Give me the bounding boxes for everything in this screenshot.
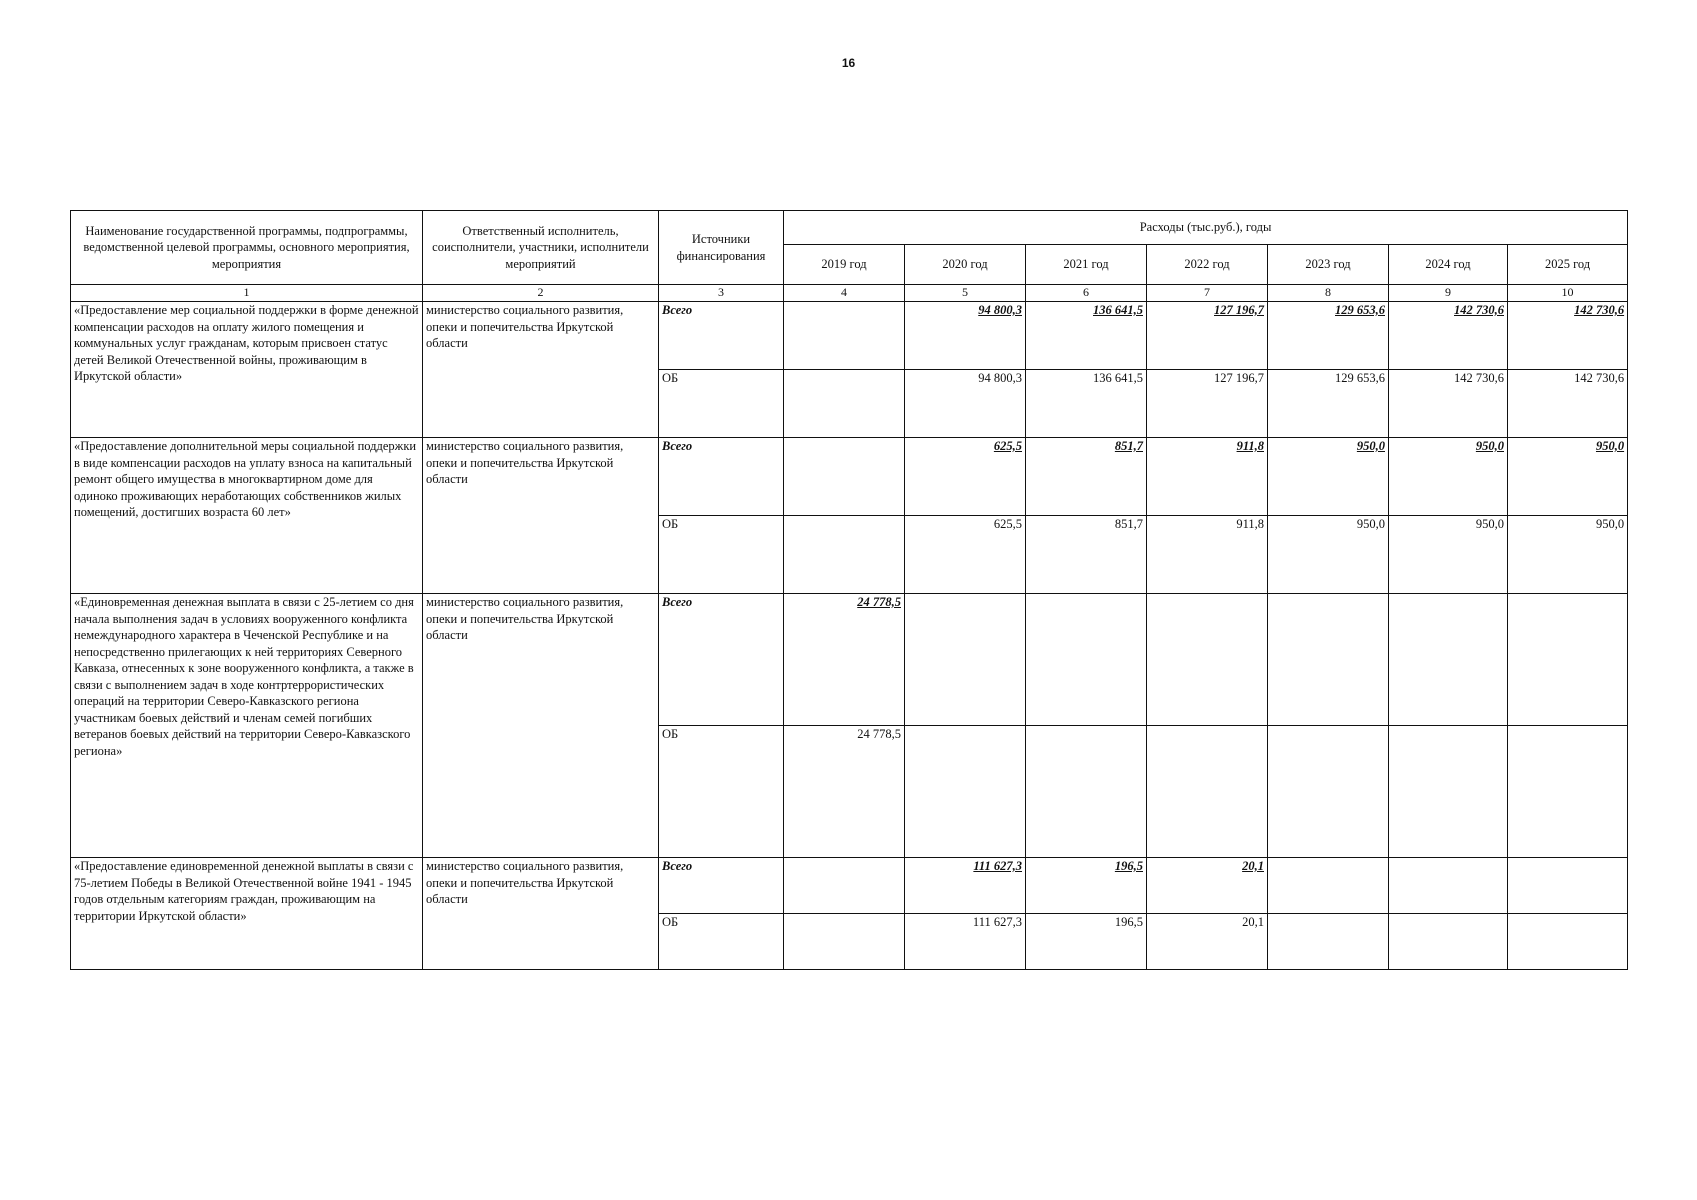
responsible-executor: министерство социального развития, опеки и попечительства Иркутской области	[423, 858, 659, 970]
ob-value	[1147, 726, 1268, 858]
ob-value	[784, 370, 905, 438]
table-row	[71, 438, 1628, 516]
ob-value	[905, 726, 1026, 858]
ob-value: 625,5	[905, 516, 1026, 594]
source-ob-label: ОБ	[659, 516, 784, 594]
ob-value	[1268, 914, 1389, 970]
header-year: 2020 год	[905, 245, 1026, 285]
total-value: 142 730,6	[1389, 302, 1508, 370]
total-value	[784, 438, 905, 516]
budget-table	[70, 210, 1628, 970]
total-value: 950,0	[1508, 438, 1628, 516]
column-index: 9	[1389, 285, 1508, 302]
responsible-executor: министерство социального развития, опеки и попечительства Иркутской области	[423, 594, 659, 858]
page-number: 16	[841, 56, 856, 70]
column-index: 7	[1147, 285, 1268, 302]
total-value	[784, 302, 905, 370]
total-value: 24 778,5	[784, 594, 905, 726]
total-value	[1268, 858, 1389, 914]
measure-name: «Предоставление единовременной денежной выплаты в связи с 75-летием Победы в Великой Отечественной войне 1941 - 1945 годов отдельным категориям граждан, проживающим на территории Иркутской области»	[71, 858, 423, 970]
source-total-label: Всего	[659, 594, 784, 726]
total-value	[1508, 594, 1628, 726]
responsible-executor: министерство социального развития, опеки и попечительства Иркутской области	[423, 438, 659, 594]
measure-name: «Предоставление мер социальной поддержки в форме денежной компенсации расходов на оплату жилого помещения и коммунальных услуг гражданам, которым присвоен статус детей Великой Отечественной войны, проживающим в Иркутской области»	[71, 302, 423, 438]
header-year: 2024 год	[1389, 245, 1508, 285]
total-value	[1389, 858, 1508, 914]
total-value	[905, 594, 1026, 726]
ob-value	[1268, 726, 1389, 858]
total-value: 851,7	[1026, 438, 1147, 516]
total-value: 20,1	[1147, 858, 1268, 914]
column-index: 1	[71, 285, 423, 302]
ob-value: 950,0	[1508, 516, 1628, 594]
responsible-executor: министерство социального развития, опеки и попечительства Иркутской области	[423, 302, 659, 438]
column-index: 4	[784, 285, 905, 302]
total-value: 111 627,3	[905, 858, 1026, 914]
total-value: 950,0	[1268, 438, 1389, 516]
header-sources: Источники финансирования	[659, 211, 784, 285]
ob-value: 94 800,3	[905, 370, 1026, 438]
total-value: 129 653,6	[1268, 302, 1389, 370]
header-year: 2022 год	[1147, 245, 1268, 285]
total-value: 911,8	[1147, 438, 1268, 516]
source-ob-label: ОБ	[659, 914, 784, 970]
header-year: 2023 год	[1268, 245, 1389, 285]
total-value	[1147, 594, 1268, 726]
header-year: 2021 год	[1026, 245, 1147, 285]
ob-value: 136 641,5	[1026, 370, 1147, 438]
ob-value: 127 196,7	[1147, 370, 1268, 438]
column-index: 5	[905, 285, 1026, 302]
ob-value: 111 627,3	[905, 914, 1026, 970]
ob-value: 129 653,6	[1268, 370, 1389, 438]
total-value	[784, 858, 905, 914]
total-value: 94 800,3	[905, 302, 1026, 370]
ob-value: 24 778,5	[784, 726, 905, 858]
column-index: 2	[423, 285, 659, 302]
ob-value	[1508, 726, 1628, 858]
measure-name: «Предоставление дополнительной меры социальной поддержки в виде компенсации расходов на уплату взноса на капитальный ремонт общего имущества в многоквартирном доме для одиноко проживающих неработающих собственников жилых помещений, достигших возраста 60 лет»	[71, 438, 423, 594]
total-value	[1389, 594, 1508, 726]
total-value: 127 196,7	[1147, 302, 1268, 370]
ob-value	[1508, 914, 1628, 970]
table-row	[71, 594, 1628, 726]
header-year: 2025 год	[1508, 245, 1628, 285]
table-row	[71, 302, 1628, 370]
ob-value: 196,5	[1026, 914, 1147, 970]
total-value	[1026, 594, 1147, 726]
ob-value: 20,1	[1147, 914, 1268, 970]
ob-value: 950,0	[1268, 516, 1389, 594]
column-index: 10	[1508, 285, 1628, 302]
table-row	[71, 858, 1628, 914]
measure-name: «Единовременная денежная выплата в связи с 25-летием со дня начала выполнения задач в условиях вооруженного конфликта немеждународного характера в Чеченской Республике и на непосредственно прилегающих к ней территориях Северного Кавказа, отнесенных к зоне вооруженного конфликта, а также в связи с выполнением задач в ходе контртеррористических операций на территории Северо-Кавказского региона участникам боевых действий и членам семей погибших ветеранов боевых действий на территории Северо-Кавказского региона»	[71, 594, 423, 858]
ob-value: 911,8	[1147, 516, 1268, 594]
source-total-label: Всего	[659, 302, 784, 370]
ob-value	[784, 914, 905, 970]
ob-value: 950,0	[1389, 516, 1508, 594]
header-year: 2019 год	[784, 245, 905, 285]
total-value: 196,5	[1026, 858, 1147, 914]
ob-value: 142 730,6	[1508, 370, 1628, 438]
ob-value	[1389, 914, 1508, 970]
ob-value: 851,7	[1026, 516, 1147, 594]
ob-value	[1389, 726, 1508, 858]
ob-value	[784, 516, 905, 594]
ob-value: 142 730,6	[1389, 370, 1508, 438]
column-index: 3	[659, 285, 784, 302]
total-value: 950,0	[1389, 438, 1508, 516]
source-ob-label: ОБ	[659, 726, 784, 858]
total-value: 136 641,5	[1026, 302, 1147, 370]
header-expenses: Расходы (тыс.руб.), годы	[784, 211, 1628, 245]
total-value: 142 730,6	[1508, 302, 1628, 370]
ob-value	[1026, 726, 1147, 858]
total-value	[1508, 858, 1628, 914]
column-index: 8	[1268, 285, 1389, 302]
header-responsible: Ответственный исполнитель, соисполнители, участники, исполнители мероприятий	[423, 211, 659, 285]
source-total-label: Всего	[659, 858, 784, 914]
total-value: 625,5	[905, 438, 1026, 516]
column-index: 6	[1026, 285, 1147, 302]
header-name: Наименование государственной программы, подпрограммы, ведомственной целевой программы, основного мероприятия, мероприятия	[71, 211, 423, 285]
source-ob-label: ОБ	[659, 370, 784, 438]
total-value	[1268, 594, 1389, 726]
source-total-label: Всего	[659, 438, 784, 516]
